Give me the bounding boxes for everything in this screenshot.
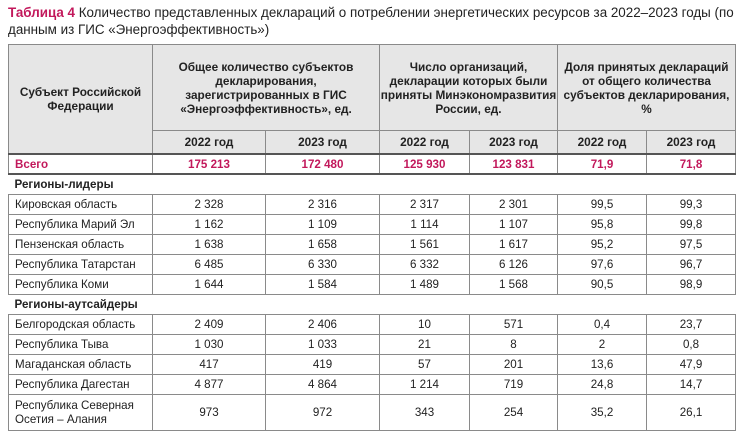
table-row — [9, 195, 736, 215]
table-cell: 71,8 — [647, 154, 736, 174]
table-cell: 973 — [153, 395, 266, 431]
total-label: Всего — [9, 154, 153, 174]
table-cell: 1 658 — [266, 235, 380, 255]
table-cell: 99,5 — [558, 195, 647, 215]
header-year: 2023 год — [266, 131, 380, 155]
table-cell: 99,8 — [647, 215, 736, 235]
header-total-declarations: Общее количество субъектов декларирования, зарегистрированных в ГИС «Энергоэффективность», ед. — [153, 45, 380, 131]
table-cell: 125 930 — [380, 154, 470, 174]
table-cell: 13,6 — [558, 355, 647, 375]
table-cell: 2 316 — [266, 195, 380, 215]
region-name: Пензенская область — [9, 235, 153, 255]
table-cell: 1 162 — [153, 215, 266, 235]
table-cell: 719 — [470, 375, 558, 395]
table-row — [9, 395, 736, 431]
table-row — [9, 215, 736, 235]
table-cell: 1 214 — [380, 375, 470, 395]
table-cell: 4 864 — [266, 375, 380, 395]
table-caption — [8, 4, 736, 38]
header-year: 2023 год — [647, 131, 736, 155]
region-name: Республика Татарстан — [9, 255, 153, 275]
group-title: Регионы-аутсайдеры — [9, 295, 736, 315]
table-row — [9, 375, 736, 395]
table-cell: 97,6 — [558, 255, 647, 275]
table-cell: 8 — [470, 335, 558, 355]
group-header-row — [9, 174, 736, 195]
region-name: Магаданская область — [9, 355, 153, 375]
table-cell: 90,5 — [558, 275, 647, 295]
table-cell: 254 — [470, 395, 558, 431]
table-cell: 2 409 — [153, 315, 266, 335]
region-name: Кировская область — [9, 195, 153, 215]
table-cell: 0,4 — [558, 315, 647, 335]
table-cell: 172 480 — [266, 154, 380, 174]
declarations-table — [8, 44, 736, 431]
table-row — [9, 235, 736, 255]
region-name: Республика Северная Осетия – Алания — [9, 395, 153, 431]
table-cell: 1 109 — [266, 215, 380, 235]
region-name: Республика Коми — [9, 275, 153, 295]
table-cell: 1 489 — [380, 275, 470, 295]
header-year: 2022 год — [153, 131, 266, 155]
table-cell: 97,5 — [647, 235, 736, 255]
table-row — [9, 355, 736, 375]
table-cell: 123 831 — [470, 154, 558, 174]
table-cell: 47,9 — [647, 355, 736, 375]
table-cell: 1 638 — [153, 235, 266, 255]
header-year: 2023 год — [470, 131, 558, 155]
table-cell: 10 — [380, 315, 470, 335]
table-cell: 1 030 — [153, 335, 266, 355]
table-row — [9, 315, 736, 335]
table-cell: 21 — [380, 335, 470, 355]
table-cell: 1 107 — [470, 215, 558, 235]
header-year: 2022 год — [380, 131, 470, 155]
table-cell: 1 561 — [380, 235, 470, 255]
table-cell: 23,7 — [647, 315, 736, 335]
table-cell: 99,3 — [647, 195, 736, 215]
region-name: Республика Тыва — [9, 335, 153, 355]
table-cell: 175 213 — [153, 154, 266, 174]
table-row — [9, 275, 736, 295]
table-cell: 24,8 — [558, 375, 647, 395]
table-cell: 95,2 — [558, 235, 647, 255]
table-cell: 417 — [153, 355, 266, 375]
table-cell: 57 — [380, 355, 470, 375]
table-cell: 571 — [470, 315, 558, 335]
table-cell: 6 485 — [153, 255, 266, 275]
header-share: Доля принятых деклараций от общего количества субъектов декларирования, % — [558, 45, 736, 131]
header-subject: Субъект Российской Федерации — [9, 45, 153, 155]
table-cell: 4 877 — [153, 375, 266, 395]
table-cell: 419 — [266, 355, 380, 375]
table-cell: 2 — [558, 335, 647, 355]
table-cell: 1 114 — [380, 215, 470, 235]
table-cell: 1 568 — [470, 275, 558, 295]
table-cell: 2 328 — [153, 195, 266, 215]
table-cell: 14,7 — [647, 375, 736, 395]
table-row — [9, 335, 736, 355]
header-organizations: Число организаций, декларации которых были приняты Минэкономразвития России, ед. — [380, 45, 558, 131]
table-label: Таблица 4 — [8, 5, 75, 20]
table-cell: 1 033 — [266, 335, 380, 355]
table-cell: 2 406 — [266, 315, 380, 335]
table-cell: 2 301 — [470, 195, 558, 215]
total-row — [9, 154, 736, 174]
table-cell: 6 330 — [266, 255, 380, 275]
table-cell: 972 — [266, 395, 380, 431]
region-name: Республика Дагестан — [9, 375, 153, 395]
table-cell: 71,9 — [558, 154, 647, 174]
table-cell: 343 — [380, 395, 470, 431]
table-cell: 6 332 — [380, 255, 470, 275]
table-title: Количество представленных деклараций о потреблении энергетических ресурсов за 2022–2023 годы (по данным из ГИС «Энергоэффективность») — [8, 5, 734, 37]
table-cell: 98,9 — [647, 275, 736, 295]
group-title: Регионы-лидеры — [9, 174, 736, 195]
table-cell: 0,8 — [647, 335, 736, 355]
table-row — [9, 255, 736, 275]
group-header-row — [9, 295, 736, 315]
table-cell: 95,8 — [558, 215, 647, 235]
table-cell: 1 644 — [153, 275, 266, 295]
region-name: Белгородская область — [9, 315, 153, 335]
table-cell: 2 317 — [380, 195, 470, 215]
table-cell: 1 617 — [470, 235, 558, 255]
header-year: 2022 год — [558, 131, 647, 155]
table-cell: 26,1 — [647, 395, 736, 431]
table-cell: 96,7 — [647, 255, 736, 275]
table-cell: 1 584 — [266, 275, 380, 295]
region-name: Республика Марий Эл — [9, 215, 153, 235]
table-cell: 35,2 — [558, 395, 647, 431]
table-cell: 201 — [470, 355, 558, 375]
table-cell: 6 126 — [470, 255, 558, 275]
